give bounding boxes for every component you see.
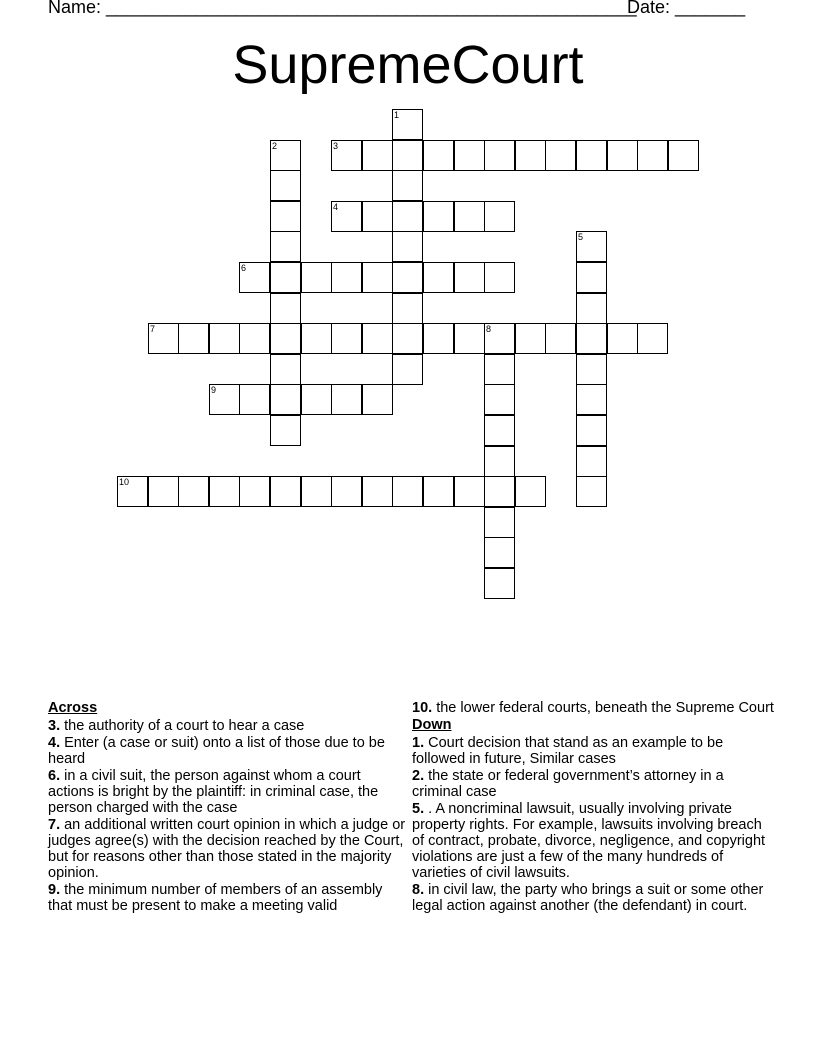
clue-number: 7. xyxy=(48,817,61,833)
grid-cell[interactable] xyxy=(392,262,423,293)
clue-number: 10 xyxy=(119,477,130,487)
clues-right-column xyxy=(412,700,774,915)
grid-cell[interactable] xyxy=(484,507,515,538)
grid-cell[interactable] xyxy=(362,201,393,232)
grid-cell[interactable] xyxy=(576,354,607,385)
grid-cell[interactable] xyxy=(301,384,332,415)
clue-text: . A noncriminal lawsuit, usually involving private property rights. For example, lawsuits involving breach of contract, probate, divorce, negligence, and copyright violations are just a few of the many hundreds of varieties of civil lawsuits. xyxy=(412,801,766,881)
across-clue xyxy=(412,700,774,716)
down-clue xyxy=(412,768,774,800)
grid-cell[interactable] xyxy=(576,446,607,477)
grid-cell[interactable] xyxy=(423,323,454,354)
grid-cell[interactable] xyxy=(484,140,515,171)
clue-number: 4 xyxy=(333,202,339,212)
clue-number: 4. xyxy=(48,735,61,751)
grid-cell[interactable] xyxy=(362,476,393,507)
grid-cell[interactable] xyxy=(362,140,393,171)
grid-cell[interactable] xyxy=(576,476,607,507)
grid-cell[interactable] xyxy=(515,476,546,507)
clue-number: 1. xyxy=(412,735,425,751)
grid-cell[interactable] xyxy=(576,262,607,293)
grid-cell[interactable] xyxy=(331,201,362,232)
clue-text: the minimum number of members of an assembly that must be present to make a meeting valid xyxy=(48,882,383,914)
clue-number: 5 xyxy=(578,232,584,242)
grid-cell[interactable] xyxy=(515,323,546,354)
clue-number: 2. xyxy=(412,768,425,784)
grid-cell[interactable] xyxy=(484,262,515,293)
clue-number: 6 xyxy=(241,263,247,273)
grid-cell[interactable] xyxy=(423,201,454,232)
grid-cell[interactable] xyxy=(392,170,423,201)
grid-cell[interactable] xyxy=(484,446,515,477)
grid-cell[interactable] xyxy=(362,262,393,293)
date-field[interactable]: Date: _______ xyxy=(627,0,746,17)
grid-cell[interactable] xyxy=(239,323,270,354)
grid-cell[interactable] xyxy=(178,323,209,354)
grid-cell[interactable] xyxy=(576,415,607,446)
grid-cell[interactable] xyxy=(270,201,301,232)
grid-cell[interactable] xyxy=(392,231,423,262)
grid-cell[interactable] xyxy=(301,323,332,354)
grid-cell[interactable] xyxy=(484,354,515,385)
grid-cell[interactable] xyxy=(301,262,332,293)
clue-number: 9 xyxy=(211,385,217,395)
clue-number: 3. xyxy=(48,718,61,734)
grid-cell[interactable] xyxy=(576,231,607,262)
clue-number: 6. xyxy=(48,768,61,784)
clue-number: 7 xyxy=(150,324,156,334)
grid-cell[interactable] xyxy=(392,476,423,507)
grid-cell[interactable] xyxy=(331,140,362,171)
clue-text: the authority of a court to hear a case xyxy=(60,718,305,734)
grid-cell[interactable] xyxy=(637,323,668,354)
grid-cell[interactable] xyxy=(392,354,423,385)
grid-cell[interactable] xyxy=(209,384,240,415)
grid-cell[interactable] xyxy=(392,293,423,324)
clue-text: Court decision that stand as an example to be followed in future, Similar cases xyxy=(412,735,724,767)
clue-number: 2 xyxy=(272,141,278,151)
across-clue xyxy=(48,735,406,767)
clue-number: 5. xyxy=(412,801,425,817)
grid-cell[interactable] xyxy=(270,384,301,415)
grid-cell[interactable] xyxy=(576,293,607,324)
clue-number: 8. xyxy=(412,882,425,898)
grid-cell[interactable] xyxy=(270,415,301,446)
down-heading: Down xyxy=(412,717,452,733)
across-clue xyxy=(48,718,406,734)
clue-text: in civil law, the party who brings a suit or some other legal action against another (the defendant) in court. xyxy=(412,882,764,914)
grid-cell[interactable] xyxy=(209,323,240,354)
grid-cell[interactable] xyxy=(331,262,362,293)
grid-cell[interactable] xyxy=(484,476,515,507)
grid-cell[interactable] xyxy=(484,384,515,415)
across-clue xyxy=(48,768,406,816)
clue-text: the state or federal government’s attorney in a criminal case xyxy=(412,768,724,800)
clues-left-column xyxy=(48,700,406,915)
clue-number: 1 xyxy=(394,110,400,120)
down-clue xyxy=(412,882,774,914)
grid-cell[interactable] xyxy=(270,262,301,293)
grid-cell[interactable] xyxy=(331,323,362,354)
grid-cell[interactable] xyxy=(423,140,454,171)
clue-text: the lower federal courts, beneath the Supreme Court xyxy=(432,700,774,716)
down-clue xyxy=(412,801,774,881)
grid-cell[interactable] xyxy=(423,262,454,293)
grid-cell[interactable] xyxy=(331,384,362,415)
grid-cell[interactable] xyxy=(484,415,515,446)
puzzle-title: SupremeCourt xyxy=(232,35,584,95)
grid-cell[interactable] xyxy=(607,323,638,354)
grid-cell[interactable] xyxy=(148,476,179,507)
across-clue xyxy=(48,817,406,881)
down-clue xyxy=(412,735,774,767)
grid-cell[interactable] xyxy=(148,323,179,354)
across-clue xyxy=(48,882,406,914)
clue-number: 3 xyxy=(333,141,339,151)
clue-text: an additional written court opinion in which a judge or judges agree(s) with the decision reached by the Court, but for reasons other than those stated in the majority opinion. xyxy=(48,817,406,881)
grid-cell[interactable] xyxy=(484,323,515,354)
grid-cell[interactable] xyxy=(454,201,485,232)
grid-cell[interactable] xyxy=(331,476,362,507)
across-heading: Across xyxy=(48,700,98,716)
grid-cell[interactable] xyxy=(545,323,576,354)
grid-cell[interactable] xyxy=(454,262,485,293)
grid-cell[interactable] xyxy=(392,140,423,171)
clue-text: in a civil suit, the person against whom a court actions is bright by the plaintiff: in criminal case, the person charged with the case xyxy=(48,768,379,816)
clue-number: 8 xyxy=(486,324,492,334)
grid-cell[interactable] xyxy=(515,140,546,171)
grid-cell[interactable] xyxy=(209,476,240,507)
grid-cell[interactable] xyxy=(576,323,607,354)
grid-cell[interactable] xyxy=(454,323,485,354)
grid-cell[interactable] xyxy=(270,170,301,201)
grid-cell[interactable] xyxy=(454,476,485,507)
grid-cell[interactable] xyxy=(484,568,515,599)
grid-cell[interactable] xyxy=(392,109,423,140)
grid-cell[interactable] xyxy=(423,476,454,507)
grid-cell[interactable] xyxy=(668,140,699,171)
grid-cell[interactable] xyxy=(270,140,301,171)
grid-cell[interactable] xyxy=(576,384,607,415)
grid-cell[interactable] xyxy=(178,476,209,507)
grid-cell[interactable] xyxy=(270,293,301,324)
grid-cell[interactable] xyxy=(484,537,515,568)
grid-cell[interactable] xyxy=(301,476,332,507)
grid-cell[interactable] xyxy=(362,384,393,415)
name-field[interactable]: Name: _____________________________________________________ xyxy=(48,0,637,17)
grid-cell[interactable] xyxy=(239,262,270,293)
clue-text: Enter (a case or suit) onto a list of those due to be heard xyxy=(48,735,385,767)
grid-cell[interactable] xyxy=(270,231,301,262)
grid-cell[interactable] xyxy=(607,140,638,171)
grid-cell[interactable] xyxy=(362,323,393,354)
clue-number: 9. xyxy=(48,882,61,898)
grid-cell[interactable] xyxy=(270,354,301,385)
grid-cell[interactable] xyxy=(239,384,270,415)
grid-cell[interactable] xyxy=(270,476,301,507)
grid-cell[interactable] xyxy=(637,140,668,171)
grid-cell[interactable] xyxy=(392,323,423,354)
grid-cell[interactable] xyxy=(117,476,148,507)
clue-number: 10. xyxy=(412,700,433,716)
grid-cell[interactable] xyxy=(545,140,576,171)
grid-cell[interactable] xyxy=(239,476,270,507)
grid-cell[interactable] xyxy=(392,201,423,232)
grid-cell[interactable] xyxy=(484,201,515,232)
grid-cell[interactable] xyxy=(270,323,301,354)
grid-cell[interactable] xyxy=(576,140,607,171)
grid-cell[interactable] xyxy=(454,140,485,171)
